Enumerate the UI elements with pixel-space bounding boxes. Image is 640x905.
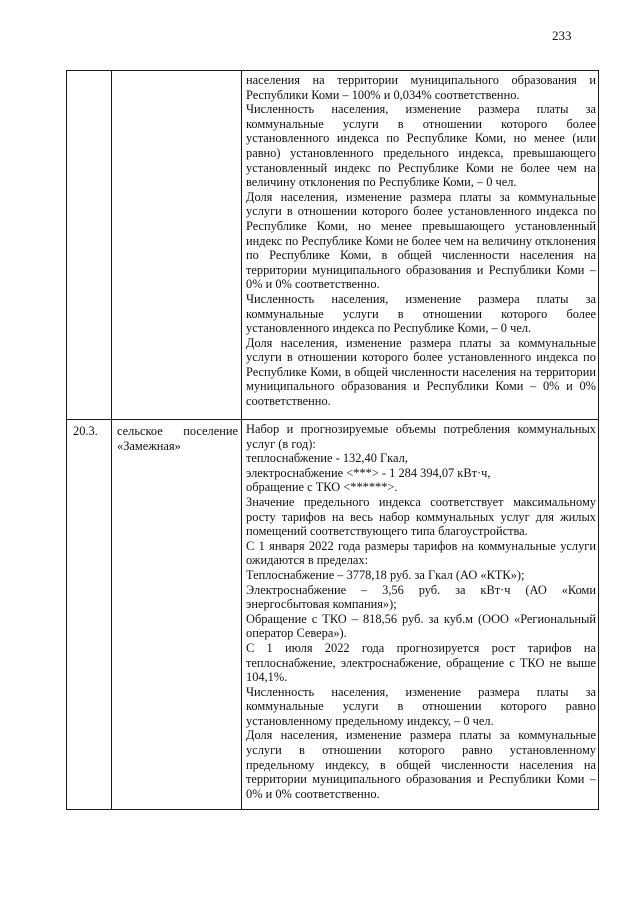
paragraph: Доля населения, изменение размера платы за коммунальные услуги в отношении которого более установленного индекса по Республике Коми, в общей численности населения на территории муниципального образования и Республики Коми – 0% и 0% соответственно. [246,335,596,409]
paragraph: Значение предельного индекса соответствует максимальному росту тарифов на весь набор коммунальных услуг для жилых помещений соответствующего типа благоустройства. [246,494,596,539]
description-cell [242,420,599,810]
settlement-name-cell [112,420,242,810]
paragraph: Численность населения, изменение размера платы за коммунальные услуги в отношении которого более установленного индекса по Республике Коми, но менее (или равно) установленного предельного индекса, превышающего установленный индекс по Республике Коми не более чем на величину отклонения по Республике Коми, – 0 чел. [246,102,596,190]
paragraph: Электроснабжение – 3,56 руб. за кВт·ч (АО «Коми энергосбытовая компания»); [246,582,596,612]
paragraph: С 1 января 2022 года размеры тарифов на коммунальные услуги ожидаются в пределах: [246,538,596,568]
paragraph: Теплоснабжение – 3778,18 руб. за Гкал (АО «КТК»); [246,567,525,582]
paragraph: Доля населения, изменение размера платы за коммунальные услуги в отношении которого равно установленному предельному индексу, в общей численности населения на территории муниципального образования и Республики Коми – 0% и 0% соответственно. [246,728,596,801]
settlement-name-cell [112,71,242,420]
table-row [67,71,599,420]
paragraph: обращение с ТКО <******>. [246,480,398,495]
table-row [67,420,599,810]
paragraph: теплоснабжение - 132,40 Гкал, [246,451,408,466]
paragraph: Доля населения, изменение размера платы за коммунальные услуги в отношении которого более установленного индекса по Республике Коми, но менее превышающего установленный индекс по Республике Коми не более чем на величину отклонения по Республике Коми, в общей численности населения на территории муниципального образования и Республики Коми – 0% и 0% соответственно. [246,189,596,292]
row-number: 20.3. [73,424,98,438]
paragraph: Численность населения, изменение размера платы за коммунальные услуги в отношении которого равно установленному предельному индексу, – 0 чел. [246,684,596,728]
paragraph: электроснабжение <***> - 1 284 394,07 кВт·ч, [246,465,491,480]
row-number-cell [67,420,112,810]
row-number-cell [67,71,112,420]
paragraph: С 1 июля 2022 года прогнозируется рост тарифов на теплоснабжение, электроснабжение, обращение с ТКО не выше 104,1%. [246,640,596,685]
paragraph: Численность населения, изменение размера платы за коммунальные услуги в отношении которого более установленного индекса по Республике Коми, – 0 чел. [246,291,596,336]
settlement-name: сельское поселение «Замежная» [117,424,238,453]
paragraph: населения на территории муниципального образования и Республики Коми – 100% и 0,034% соответственно. [246,73,596,102]
indicators-table [66,70,599,810]
description-cell [242,71,599,420]
paragraph: Обращение с ТКО – 818,56 руб. за куб.м (ООО «Региональный оператор Севера»). [246,611,596,641]
page-number: 233 [552,28,572,43]
paragraph: Набор и прогнозируемые объемы потребления коммунальных услуг (в год): [246,422,596,451]
